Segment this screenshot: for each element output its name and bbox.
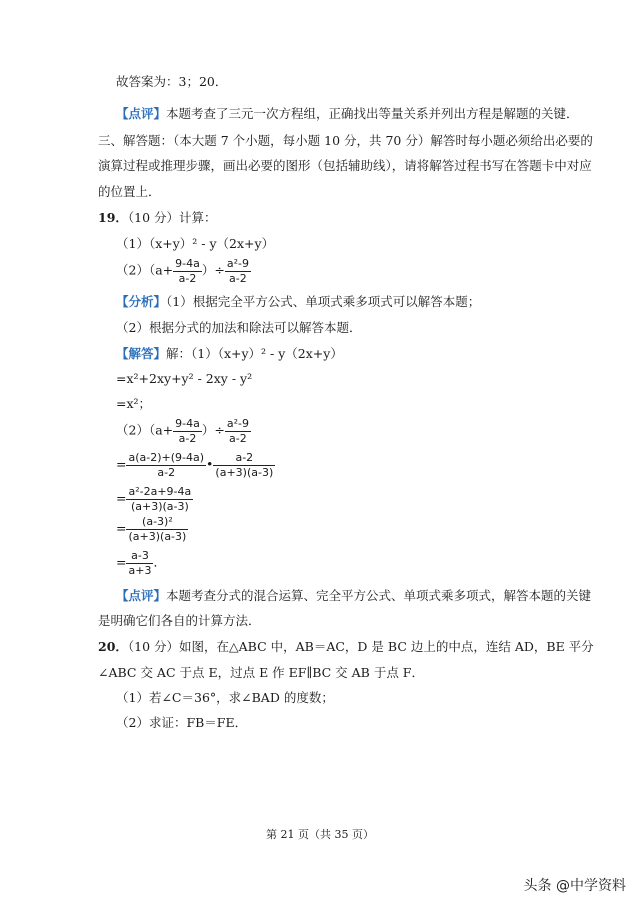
question-19-part2 [116,258,251,284]
sol-2-fraction2: $\frac{\text{a²-9}}{a-2}$ [226,417,249,445]
analysis-tag: 【分析】 [116,294,167,309]
analysis-line2: （2）根据分式的加法和除法可以解答本题． [116,320,362,335]
solution-line1 [116,348,343,361]
question-20-line2: ∠ABC 交 AC 于点 E，过点 E 作 EF∥BC 交 AB 于点 F． [98,665,424,680]
solution-step3: = $\frac{\text{(a-3)²}}{(a+3)(a-3)}$ [116,515,187,543]
comment2-line2: 是明确它们各自的计算方法． [98,613,261,628]
q19-2-fraction1: $\frac{9-4a}{a-2}$ [175,257,200,285]
answer-line: 故答案为：3；20． [116,74,228,89]
question-20-part1: （1）若∠C＝36°，求∠BAD 的度数； [116,690,334,705]
q19-2-prefix: （2）（a+ [116,262,174,278]
analysis-line1 [116,296,480,309]
sol-2-prefix: （2）（a+ [116,422,174,438]
solution-tag: 【解答】 [116,346,167,361]
question-20-text1: （10 分）如图，在△ABC 中，AB＝AC，D 是 BC 边上的中点，连结 AD，BE 平分 [127,639,594,654]
question-19-points: （10 分）计算： [127,210,217,225]
sol-2-fraction1: $\frac{9-4a}{a-2}$ [175,417,200,445]
step3-fraction: $\frac{\text{(a-3)²}}{(a+3)(a-3)}$ [128,515,187,543]
step4-fraction: $\frac{a-3}{a+3}$ [128,549,152,577]
question-19-part1: （1）（x+y）² - y（2x+y） [116,236,275,251]
analysis-text1: （1）根据完全平方公式、单项式乘多项式可以解答本题； [166,294,481,309]
sol-2-divide: ）÷ [201,422,225,438]
step2-fraction: $\frac{\text{a²-2a+9-4a}}{(a+3)(a-3)}$ [128,485,192,513]
solution-step2: = $\frac{\text{a²-2a+9-4a}}{(a+3)(a-3)}$ [116,485,192,513]
question-19-number: 19． [98,210,128,225]
step1-fraction1: $\frac{a(a-2)+(9-4a)}{a-2}$ [128,451,205,479]
q19-2-fraction2: $\frac{\text{a²-9}}{a-2}$ [226,257,249,285]
question-19-title [98,212,217,225]
step1-dot: • [206,456,214,472]
solution-step4: = $\frac{a-3}{a+3}$ ． [116,549,166,577]
comment-line [116,108,579,121]
question-20-part2: （2）求证：FB＝FE． [116,715,248,730]
comment-text: 本题考查了三元一次方程组，正确找出等量关系并列出方程是解题的关键． [166,106,579,121]
solution-line3: =x²； [116,396,152,411]
solution-part2-expr [116,418,251,444]
solution-line2: =x²+2xy+y² - 2xy - y² [116,371,253,386]
comment2-text: 本题考查分式的混合运算、完全平方公式、单项式乘多项式，解答本题的关键 [166,588,592,603]
solution-step1: = $\frac{a(a-2)+(9-4a)}{a-2}$ • $\frac{a-2}{(a+3)(a-3)}$ [116,451,274,479]
section-heading-line1: 三、解答题：（本大题 7 个小题，每小题 10 分，共 70 分）解答时每小题必须给出必要的 [98,133,593,148]
comment2-line1 [116,590,591,603]
solution-text1: 解：（1）（x+y）² - y（2x+y） [166,346,343,361]
section-heading-line2: 演算过程或推理步骤，画出必要的图形（包括辅助线），请将解答过程书写在答题卡中对应 [98,158,592,173]
page-footer: 第 21 页（共 35 页） [266,828,374,841]
section-heading-line3: 的位置上． [98,184,161,199]
q19-2-divide: ）÷ [201,262,225,278]
comment2-tag: 【点评】 [116,588,167,603]
question-20-number: 20． [98,639,128,654]
question-20-line1 [98,641,594,654]
comment-tag: 【点评】 [116,106,167,121]
watermark: 头条 @中学资料 [523,878,626,894]
step1-fraction2: $\frac{a-2}{(a+3)(a-3)}$ [215,451,274,479]
